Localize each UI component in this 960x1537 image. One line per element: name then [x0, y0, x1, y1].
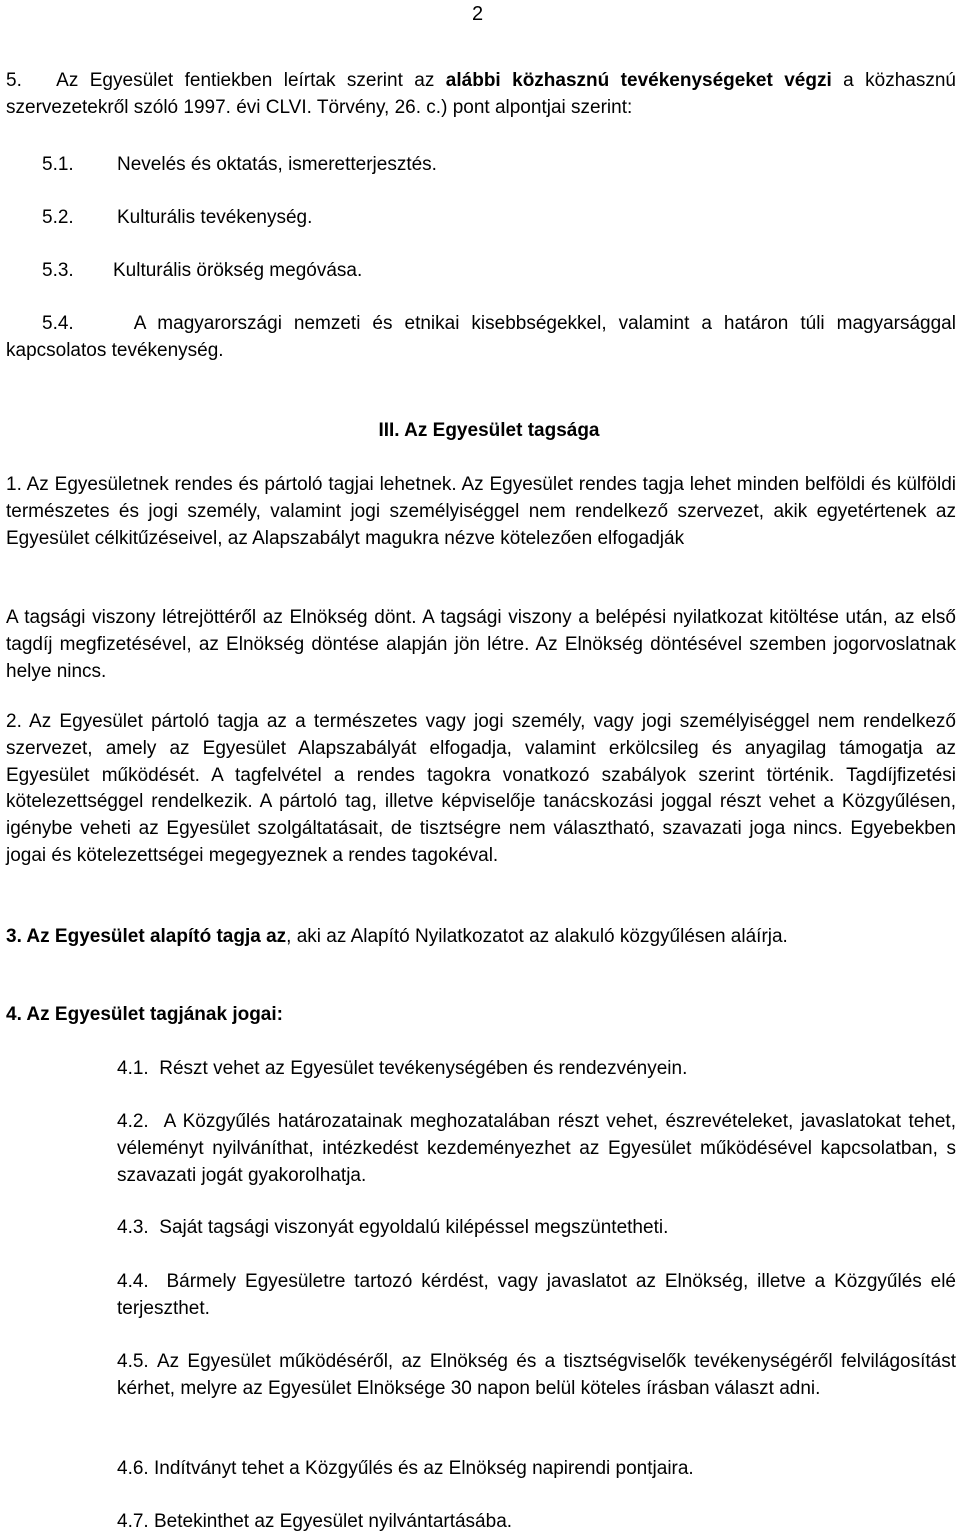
list-item-5-1	[42, 152, 437, 179]
list-item-text: A Közgyűlés határozatainak meghozatalában részt vehet, észrevételeket, javaslatokat tehet, véleményt nyilváníthat, intézkedést kezdeményezhet az Egyesület működésével kapcsolatban, s szavazati jogát gyakorolhatja.	[117, 1111, 956, 1186]
list-item-text: A magyarországi nemzeti és etnikai kisebbségekkel, valamint a határon túli magyarsággal kapcsolatos tevékenység.	[6, 313, 956, 361]
list-item-text: Betekinthet az Egyesület nyilvántartásába.	[153, 1511, 513, 1532]
rights-item-4-7	[117, 1509, 956, 1536]
section-heading: III. Az Egyesület tagsága	[378, 420, 600, 441]
list-item-number: 4.4.	[117, 1271, 149, 1292]
section-5-number: 5.	[6, 70, 22, 91]
section-5-intro-rest: a közhasznú szervezetekről szóló 1997. évi CLVI. Törvény, 26. c.) pont alpontjai szerint:	[6, 70, 957, 118]
list-item-number: 4.3.	[117, 1217, 149, 1238]
list-item-number: 5.3.	[42, 260, 74, 281]
rights-item-4-2	[117, 1109, 956, 1189]
rights-item-4-6	[117, 1456, 956, 1483]
membership-paragraph-2: A tagsági viszony létrejöttéről az Elnökség dönt. A tagsági viszony a belépési nyilatkozat kitöltése után, az első tagdíj megfizetésével, az Elnökség döntése alapján jön létre. Az Elnökség döntésével szemben jogorvoslatnak helye nincs.	[6, 607, 956, 682]
page-number: 2	[472, 3, 484, 25]
list-item-text: Részt vehet az Egyesület tevékenységében és rendezvényein.	[159, 1058, 688, 1079]
rights-item-4-5	[117, 1349, 956, 1403]
list-item-5-2	[42, 205, 312, 232]
list-item-text: Nevelés és oktatás, ismeretterjesztés.	[117, 154, 437, 175]
section-5-intro-text: Az Egyesület fentiekben leírtak szerint az	[56, 70, 435, 91]
list-item-number: 4.6.	[117, 1458, 149, 1479]
list-item-text: Az Egyesület működéséről, az Elnökség és a tisztségviselők tevékenységéről felvilágosítást kérhet, melyre az Egyesület Elnöksége 30 napon belül köteles írásban választ adni.	[117, 1351, 956, 1399]
list-item-text: Kulturális örökség megóvása.	[113, 260, 363, 281]
list-item-number: 5.1.	[42, 154, 74, 175]
rights-item-4-4	[117, 1269, 956, 1323]
rights-item-4-3	[117, 1215, 956, 1242]
membership-paragraph-1: 1. Az Egyesületnek rendes és pártoló tagjai lehetnek. Az Egyesület rendes tagja lehet minden belföldi és külföldi természetes és jogi személy, valamint jogi személyiséggel nem rendelkező szervezet, akik egyetértenek az Egyesület célkitűzéseivel, az Alapszabályt magukra nézve kötelezően elfogadják	[6, 474, 956, 549]
list-item-text: Indítványt tehet a Közgyűlés és az Elnökség napirendi pontjaira.	[153, 1458, 694, 1479]
list-item-text: Kulturális tevékenység.	[117, 207, 313, 228]
list-item-text: Saját tagsági viszonyát egyoldalú kilépéssel megszüntetheti.	[159, 1217, 669, 1238]
founding-member-bold: 3. Az Egyesület alapító tagja az	[6, 926, 287, 947]
list-item-text: Bármely Egyesületre tartozó kérdést, vagy javaslatot az Elnökség, illetve a Közgyűlés elé terjeszthet.	[117, 1271, 956, 1319]
section-5-intro	[6, 68, 956, 122]
list-item-number: 4.2.	[117, 1111, 149, 1132]
list-item-5-3	[42, 258, 362, 285]
founding-member-text: , aki az Alapító Nyilatkozatot az alakuló közgyűlésen aláírja.	[286, 926, 788, 947]
rights-item-4-1	[117, 1056, 956, 1083]
list-item-number: 4.7.	[117, 1511, 149, 1532]
list-item-number: 4.1.	[117, 1058, 149, 1079]
list-item-5-4	[6, 311, 956, 365]
founding-member-paragraph	[6, 924, 956, 951]
list-item-number: 5.4.	[42, 313, 74, 334]
membership-paragraph-3: 2. Az Egyesület pártoló tagja az a természetes vagy jogi személy, vagy jogi személyiséggel nem rendelkező szervezet, amely az Egyesület Alapszabályát elfogadja, valamint erkölcsileg és anyagilag támogatja az Egyesület működését. A tagfelvétel a rendes tagokra vonatkozó szabályok szerint történik. Tagdíjfizetési kötelezettséggel rendelkezik. A pártoló tag, illetve képviselője tanácskozási joggal részt vehet a Közgyűlésen, igénybe veheti az Egyesület szolgáltatásait, de tisztségre nem választható, szavazati joga nincs. Egyebekben jogai és kötelezettségei megegyeznek a rendes tagokéval.	[6, 711, 956, 866]
rights-heading: 4. Az Egyesület tagjának jogai:	[6, 1004, 283, 1025]
list-item-number: 5.2.	[42, 207, 74, 228]
section-5-intro-bold: alábbi közhasznú tevékenységeket végzi	[445, 70, 832, 91]
list-item-number: 4.5.	[117, 1351, 149, 1372]
